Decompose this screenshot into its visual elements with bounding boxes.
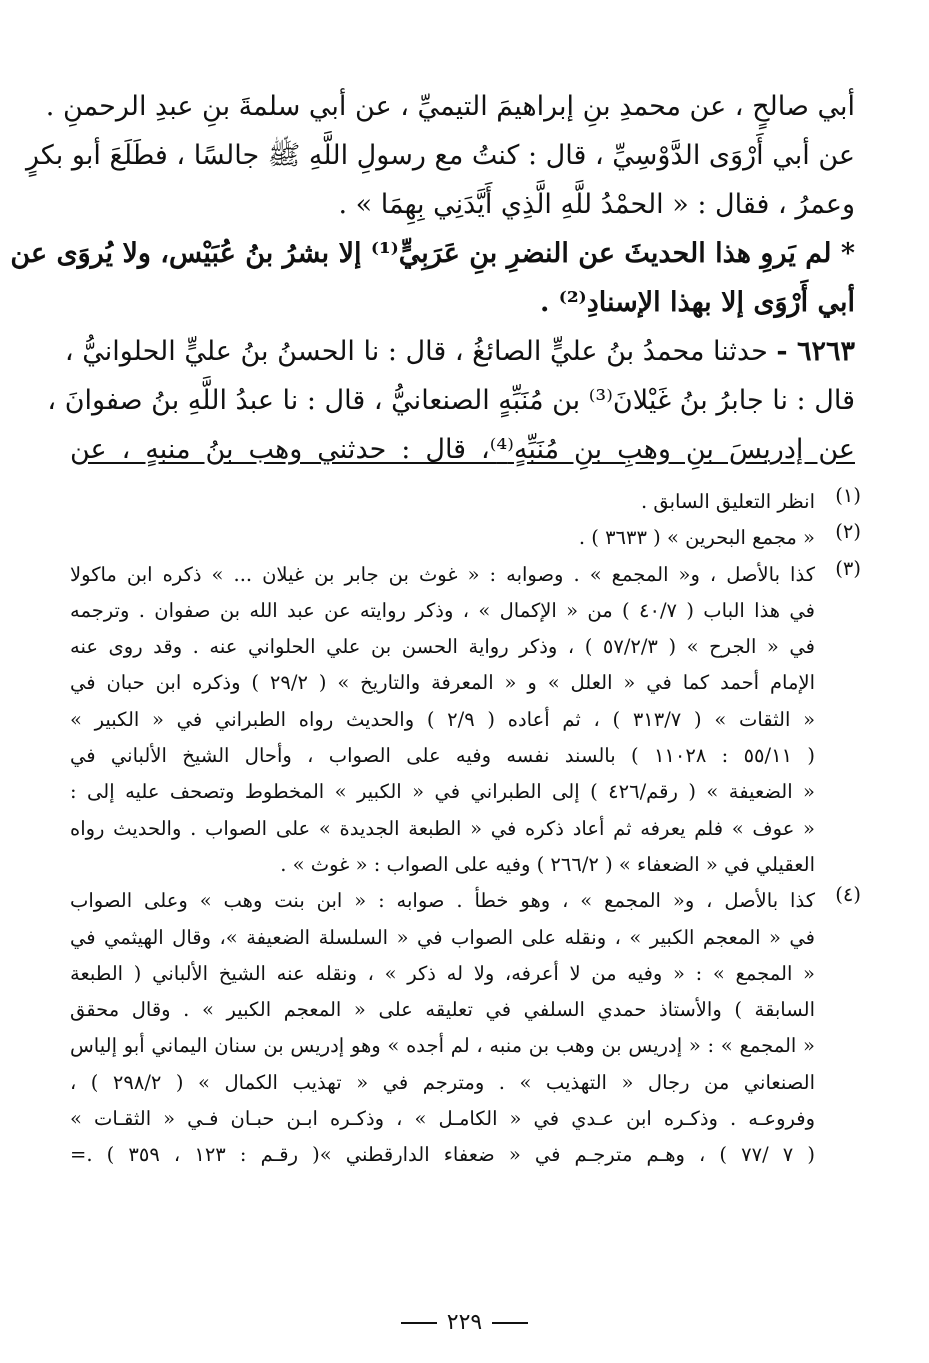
footnote-3 [70, 557, 861, 884]
hadith-line-2: قال : نا جابرُ بنُ غَيْلانَ⁽³⁾ بن مُنَبِّهٍ الصنعانيُّ ، قال : نا عبدُ اللَّهِ بنُ صفوانَ ، [47, 385, 855, 416]
footnote-line: « المجمع » : « وفيه من لا أعرفه، ولا له ذكر » ، ونقله عنه الشيخ الألباني ( الطبعة [70, 961, 815, 985]
footnote-line: انظر التعليق السابق . [640, 490, 815, 513]
hadith-line-1-text: حدثنا محمدُ بنُ عليٍّ الصائغُ ، قال : نا الحسنُ بنُ عليٍّ الحلوانيُّ ، [64, 336, 768, 367]
footnote-line: كذا بالأصل ، و« المجمع » . وصوابه : « غوث بن جابر بن غيلان ... » ذكره ابن ماكولا [70, 562, 815, 586]
footnote-line: الصنعاني من رجال « التهذيب » . ومترجم في « تهذيب الكمال » ( ٢٩٨/٢ ) ، [70, 1070, 815, 1094]
footnote-line: في هذا الباب ( ٤٠/٧ ) من « الإكمال » ، وذكر روايته عن عبد الله بن صفوان . وترجمه [70, 598, 815, 622]
page-number-dash [401, 1322, 437, 1324]
hadith-line-3: عن إدريسَ بنِ وهبِ بنِ مُنَبِّهٍ⁽⁴⁾، قال : حدثني وهب بنُ منبهٍ ، عن [70, 434, 855, 465]
footnote-number: (٤) [835, 883, 861, 907]
footnote-line: « الثقات » ( ٣١٣/٧ ) ، ثم أعاده ( ٢/٩ ) والحديث رواه الطبراني في « الكبير » [70, 707, 816, 731]
main-text-line-1: أبي صالحٍ ، عن محمدِ بنِ إبراهيمَ التيميِّ ، عن أبي سلمةَ بنِ عبدِ الرحمنِ . [45, 91, 855, 122]
page-number [0, 1310, 929, 1335]
hadith-line-1 [64, 327, 855, 376]
footnote-line: ( ٥٥/١١ : ١١٠٢٨ ) بالسند نفسه وفيه على الصواب ، وأحال الشيخ الألباني في [70, 744, 815, 768]
author-comment-line-2: أبي أَرْوَى إلا بهذا الإسنادِ⁽²⁾ . [540, 287, 855, 318]
footnote-line: في « المعجم الكبير » ، ونقله على الصواب في « السلسلة الضعيفة »، وقال الهيثمي في [70, 925, 815, 949]
hadith-number: ٦٢٦٣ - [776, 336, 855, 367]
footnote-line: كذا بالأصل ، و« المجمع » ، وهو خطأ . صوابه : « ابن بنت وهب » وعلى الصواب [70, 889, 815, 913]
footnotes [70, 484, 861, 1174]
main-text [10, 82, 855, 474]
footnote-line: العقيلي في « الضعفاء » ( ٢٦٦/٢ ) وفيه على الصواب : « غوث » . [280, 852, 815, 876]
footnote-line: « عوف » فلم يعرفه ثم أعاد ذكره في « الطبعة الجديدة » على الصواب . والحديث رواه [70, 816, 815, 840]
main-text-line-2: عن أبي أَرْوَى الدَّوْسِيِّ ، قال : كنتُ مع رسولِ اللَّهِ ﷺ جالسًا ، فطَلَعَ أبو بكرٍ [26, 140, 855, 171]
page-number-dash [492, 1322, 528, 1324]
footnote-line: في « الجرح » ( ٥٧/٢/٣ ) ، وذكر رواية الحسن بن علي الحلواني عنه . وقد روى عنه [70, 635, 815, 659]
footnote-number: (٢) [835, 520, 861, 544]
footnote-line: « الضعيفة » ( رقم/٤٢٦ ) إلى الطبراني في « الكبير » المخطوط وتصحف عليه إلى : [70, 780, 815, 804]
footnote-2 [70, 520, 861, 556]
footnote-line: « المجمع » : « إدريس بن وهب بن منبه ، لم أجده » وهو إدريس بن سنان اليماني أبو إلياس [70, 1034, 815, 1058]
footnote-line: الإمام أحمد كما في « العلل » و « المعرفة والتاريخ » ( ٢٩/٢ ) وذكره ابن حبان في [70, 671, 815, 695]
page-number-value: ٢٢٩ [446, 1310, 483, 1335]
footnote-line: السابقة ) والأستاذ حمدي السلفي في تعليقه على « المعجم الكبير » . وقال محقق [70, 998, 815, 1022]
footnote-line: ( ٧ /٧٧ ) ، وهـم مترجـم في « ضعفاء الدارقطني »( رقـم : ١٢٣ ، ٣٥٩ ) .= [70, 1143, 815, 1167]
footnote-1 [70, 484, 861, 520]
main-text-line-3: وعمرُ ، فقال : « الحمْدُ للَّهِ الَّذِي أَيَّدَنِي بِهِمَا » . [338, 189, 855, 220]
footnote-number: (٣) [835, 556, 861, 580]
footnote-line: وفروعـه . وذكـره ابن عـدي في « الكامـل » ، وذكـره ابـن حبـان فـي « الثقـات » [70, 1107, 815, 1131]
footnote-4 [70, 883, 861, 1173]
footnote-line: « مجمع البحرين » ( ٣٦٣٣ ) . [578, 526, 815, 550]
author-comment-line-1: * لم يَروِ هذا الحديثَ عن النضرِ بنِ عَرَبِيٍّ⁽¹⁾ إلا بشرُ بنُ عُبَيْس، ولا يُروَى عن [10, 238, 855, 269]
footnote-number: (١) [835, 484, 861, 507]
